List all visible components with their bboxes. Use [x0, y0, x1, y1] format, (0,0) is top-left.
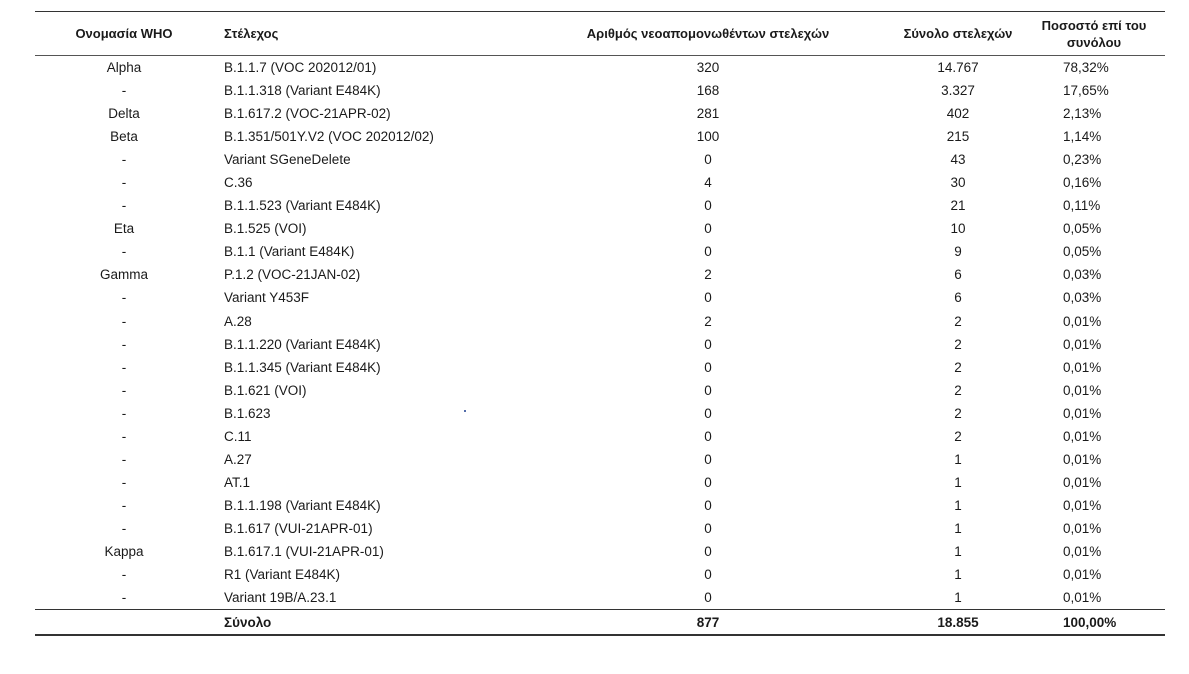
- cell-total-strains: 1: [954, 451, 962, 467]
- table-row: [35, 333, 1165, 356]
- cell-strain: B.1.1 (Variant E484K): [224, 244, 355, 260]
- cell-percentage: 0,01%: [1063, 567, 1102, 583]
- cell-new-isolates: 0: [523, 586, 893, 610]
- cell-strain: Variant Y453F: [224, 290, 310, 306]
- total-strains: 18.855: [893, 610, 1023, 636]
- cell-who-name: -: [121, 83, 127, 99]
- cell-new-isolates: 0: [704, 474, 712, 490]
- table-row: [35, 102, 1165, 125]
- cell-who-name: Alpha: [106, 60, 142, 76]
- cell-total-strains: 2: [954, 313, 962, 329]
- cell-total-strains: 21: [950, 198, 966, 214]
- cell-strain: B.1.617.1 (VUI-21APR-01): [224, 544, 384, 559]
- cell-who-name: Gamma: [99, 267, 148, 283]
- cell-total-strains: 2: [954, 336, 962, 352]
- total-label: Σύνολο: [213, 610, 523, 636]
- cell-total-strains: 43: [950, 152, 966, 168]
- cell-total-strains: 30: [950, 175, 966, 191]
- table-row: [35, 286, 1165, 309]
- table-row: [35, 379, 1165, 402]
- strains-table: [35, 11, 1165, 636]
- table-row: [35, 56, 1165, 80]
- cell-total-strains: 6: [954, 267, 962, 283]
- cell-new-isolates: 0: [704, 382, 712, 398]
- header-who-name: Ονομασία WHO: [35, 12, 213, 56]
- cell-strain: B.1.1.7 (VOC 202012/01): [224, 60, 377, 76]
- table-row: [35, 540, 1165, 563]
- cell-who-name: -: [121, 497, 127, 513]
- cell-strain: B.1.623: [224, 405, 271, 421]
- cell-total-strains: 1: [954, 544, 962, 559]
- table-row: [35, 194, 1165, 217]
- cell-who-name: -: [121, 451, 127, 467]
- cell-strain: P.1.2 (VOC-21JAN-02): [224, 267, 361, 283]
- cell-new-isolates: 2: [704, 313, 712, 329]
- cell-who-name: Eta: [113, 221, 135, 237]
- table-row: [35, 402, 1165, 425]
- cell-new-isolates: 0: [704, 567, 712, 583]
- table-row: [35, 517, 1165, 540]
- cell-who-name: -: [121, 198, 127, 214]
- cell-total-strains: 10: [950, 221, 966, 237]
- cell-strain: R1 (Variant E484K): [224, 567, 341, 583]
- cell-total-strains: 14.767: [937, 60, 979, 76]
- cell-percentage: 1,14%: [1063, 129, 1102, 145]
- table-row: [35, 240, 1165, 263]
- cell-strain: B.1.525 (VOI): [224, 221, 307, 237]
- cell-new-isolates: 0: [704, 336, 712, 352]
- table-footer: [35, 610, 1165, 636]
- cell-percentage: 0,01%: [1063, 497, 1102, 513]
- cell-percentage: 0,05%: [1063, 244, 1102, 260]
- cell-new-isolates: 0: [704, 290, 712, 306]
- cell-who-name: -: [121, 175, 127, 191]
- strains-table-container: [35, 11, 1165, 636]
- cell-percentage: 2,13%: [1063, 106, 1102, 122]
- cell-strain: B.1.1.345 (Variant E484K): [224, 359, 381, 375]
- cell-percentage: 0,01%: [1063, 359, 1102, 375]
- cell-who-name: Kappa: [104, 544, 144, 559]
- table-row: [35, 263, 1165, 286]
- cell-percentage: 0,01%: [1063, 428, 1102, 444]
- cell-percentage: 0,01%: [1063, 474, 1102, 490]
- table-row: [35, 356, 1165, 379]
- cell-strain: A.27: [224, 451, 252, 467]
- cell-new-isolates: 0: [704, 244, 712, 260]
- cell-new-isolates: 0: [704, 405, 712, 421]
- cell-new-isolates: 0: [704, 221, 712, 237]
- table-row: [35, 448, 1165, 471]
- header-new-isolates: Αριθμός νεοαπομονωθέντων στελεχών: [523, 12, 893, 56]
- cell-new-isolates: 0: [704, 198, 712, 214]
- cell-who-name: -: [121, 567, 127, 583]
- cell-total-strains: 6: [954, 290, 962, 306]
- cell-who-name: -: [35, 586, 213, 610]
- total-row: [35, 610, 1165, 636]
- cell-who-name: -: [121, 290, 127, 306]
- cell-total-strains: 2: [954, 359, 962, 375]
- table-row: [35, 217, 1165, 240]
- cell-strain: AT.1: [224, 474, 251, 490]
- cell-total-strains: 9: [954, 244, 962, 260]
- cell-new-isolates: 0: [704, 359, 712, 375]
- cell-strain: B.1.617.2 (VOC-21APR-02): [224, 106, 391, 122]
- cell-percentage: 0,23%: [1063, 152, 1102, 168]
- total-percentage: 100,00%: [1023, 610, 1165, 636]
- cell-percentage: 0,03%: [1063, 267, 1102, 283]
- header-strain: Στέλεχος: [213, 12, 523, 56]
- cell-new-isolates: 281: [696, 106, 720, 122]
- cell-percentage: 0,01%: [1063, 336, 1102, 352]
- cell-who-name: -: [121, 520, 127, 536]
- cell-total-strains: 2: [954, 405, 962, 421]
- cell-who-name: -: [121, 152, 127, 168]
- cell-total-strains: 2: [954, 428, 962, 444]
- total-who: [35, 610, 213, 636]
- cell-percentage: 0,16%: [1063, 175, 1102, 191]
- cell-strain: B.1.1.318 (Variant E484K): [224, 83, 381, 99]
- cell-strain: B.1.1.523 (Variant E484K): [224, 198, 381, 214]
- cell-total-strains: 3.327: [941, 83, 975, 99]
- table-row: [35, 494, 1165, 517]
- table-row: [35, 563, 1165, 586]
- cell-who-name: -: [121, 382, 127, 398]
- cell-strain: B.1.617 (VUI-21APR-01): [224, 520, 373, 536]
- header-total-strains: Σύνολο στελεχών: [893, 12, 1023, 56]
- cell-strain: B.1.1.198 (Variant E484K): [224, 497, 381, 513]
- cell-who-name: -: [121, 313, 127, 329]
- table-row: [35, 125, 1165, 148]
- cell-who-name: -: [121, 244, 127, 260]
- cell-strain: B.1.1.220 (Variant E484K): [224, 336, 381, 352]
- cell-percentage: 0,11%: [1063, 198, 1101, 214]
- cell-total-strains: 1: [954, 567, 962, 583]
- cell-who-name: -: [121, 336, 127, 352]
- cell-total-strains: 402: [946, 106, 970, 122]
- header-percentage: Ποσοστό επί του συνόλου: [1023, 12, 1165, 56]
- table-row: [35, 471, 1165, 494]
- table-row: [35, 586, 1165, 610]
- cell-percentage: 0,01%: [1023, 586, 1165, 610]
- cell-new-isolates: 0: [704, 428, 712, 444]
- cell-new-isolates: 0: [704, 520, 712, 536]
- cell-total-strains: 1: [893, 586, 1023, 610]
- cell-percentage: 17,65%: [1063, 83, 1109, 99]
- cell-new-isolates: 0: [704, 497, 712, 513]
- cell-total-strains: 1: [954, 520, 962, 536]
- cell-new-isolates: 2: [704, 267, 712, 283]
- cell-who-name: -: [121, 359, 127, 375]
- cell-percentage: 0,01%: [1063, 451, 1102, 467]
- cell-percentage: 0,05%: [1063, 221, 1102, 237]
- cell-strain: A.28: [224, 313, 252, 329]
- table-row: [35, 425, 1165, 448]
- stray-dot: [464, 410, 466, 412]
- cell-percentage: 0,01%: [1063, 520, 1102, 536]
- cell-who-name: Delta: [108, 106, 140, 122]
- cell-percentage: 0,01%: [1063, 382, 1102, 398]
- cell-strain: B.1.351/501Y.V2 (VOC 202012/02): [224, 129, 434, 145]
- cell-strain: Variant 19B/A.23.1: [213, 586, 523, 610]
- cell-strain: C.36: [224, 175, 253, 191]
- cell-total-strains: 2: [954, 382, 962, 398]
- cell-new-isolates: 320: [696, 60, 720, 76]
- cell-strain: Variant SGeneDelete: [224, 152, 351, 168]
- cell-percentage: 0,01%: [1063, 313, 1102, 329]
- table-header: [35, 12, 1165, 56]
- cell-total-strains: 1: [954, 474, 962, 490]
- table-body: [35, 56, 1165, 610]
- cell-new-isolates: 0: [704, 152, 712, 168]
- table-row: [35, 79, 1165, 102]
- table-row: [35, 171, 1165, 194]
- cell-who-name: -: [121, 474, 127, 490]
- total-new-isolates: 877: [523, 610, 893, 636]
- cell-new-isolates: 168: [696, 83, 720, 99]
- cell-percentage: 78,32%: [1063, 60, 1109, 76]
- table-row: [35, 310, 1165, 333]
- header-row: [35, 12, 1165, 56]
- cell-who-name: -: [121, 428, 127, 444]
- cell-percentage: 0,01%: [1063, 544, 1102, 559]
- table-row: [35, 148, 1165, 171]
- cell-who-name: -: [121, 405, 127, 421]
- cell-percentage: 0,03%: [1063, 290, 1102, 306]
- cell-strain: B.1.621 (VOI): [224, 382, 307, 398]
- cell-new-isolates: 0: [704, 451, 712, 467]
- cell-new-isolates: 4: [704, 175, 712, 191]
- cell-total-strains: 1: [954, 497, 962, 513]
- cell-new-isolates: 0: [704, 544, 712, 559]
- cell-who-name: Beta: [110, 129, 138, 145]
- cell-new-isolates: 100: [696, 129, 720, 145]
- cell-total-strains: 215: [946, 129, 970, 145]
- cell-percentage: 0,01%: [1063, 405, 1102, 421]
- cell-strain: C.11: [224, 428, 252, 444]
